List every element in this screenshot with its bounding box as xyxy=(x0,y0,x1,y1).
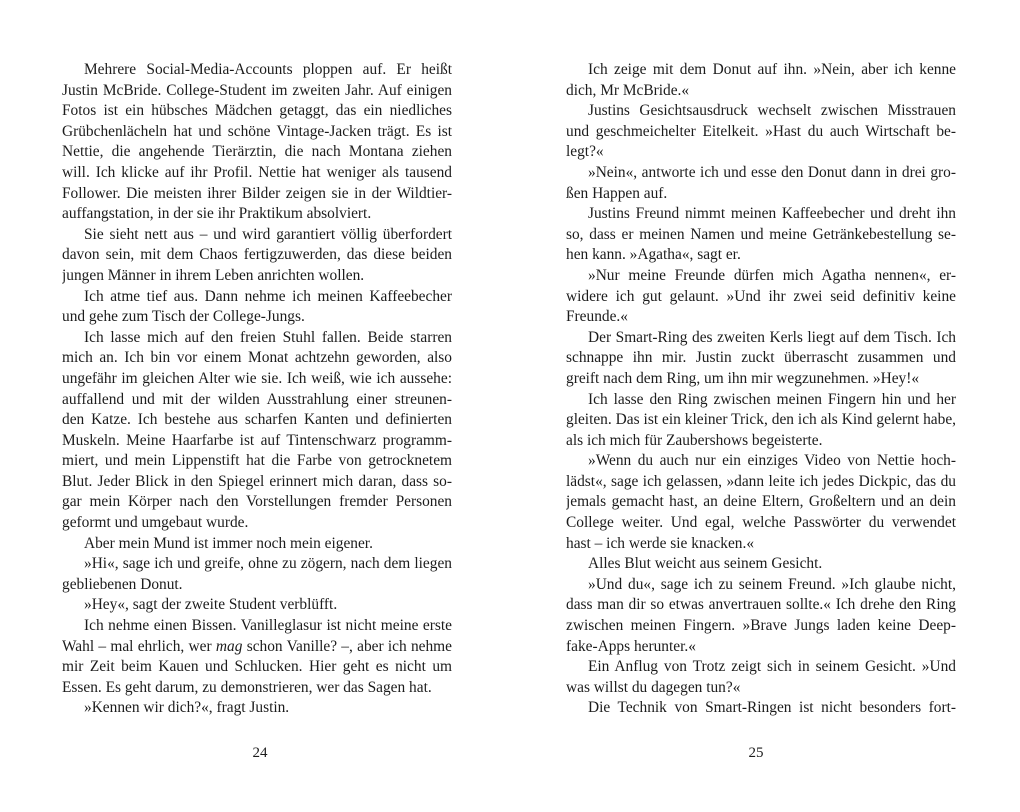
text-line: mich an. Ich bin vor einem Monat achtzehn geworden, also xyxy=(62,349,452,367)
text-line: Ich lasse mich auf den freien Stuhl fallen. Beide starren xyxy=(84,328,452,346)
text-line: geformt und umgebaut wurde. xyxy=(62,514,249,532)
text-line: gleiten. Das ist ein kleiner Trick, den ich als Kind gelernt habe, xyxy=(566,411,956,429)
text-line: dass man dir so etwas anvertrauen sollte.« Ich drehe den Ring xyxy=(566,596,956,614)
text-line: Fotos ist ein hübsches Mädchen getaggt, das ein niedliches xyxy=(62,102,452,120)
text-line: »Kennen wir dich?«, fragt Justin. xyxy=(84,699,290,717)
emphasis: mag xyxy=(215,637,243,655)
text-line: Sie sieht nett aus – und wird garantiert völlig überfordert xyxy=(84,225,452,243)
text-line: Der Smart-Ring des zweiten Kerls liegt auf dem Tisch. Ich xyxy=(588,328,956,346)
text-line: so, dass er meinen Namen und meine Getränkebestellung se- xyxy=(566,225,956,243)
text-line: den Katze. Ich bestehe aus scharfen Kanten und definierten xyxy=(62,411,452,429)
text-line: Justins Gesichtsausdruck wechselt zwischen Misstrauen xyxy=(588,102,956,120)
text-line: Wahl – mal ehrlich, wer mag schon Vanille? –, aber ich nehme xyxy=(62,637,452,655)
text-line: Justin McBride. College-Student im zweiten Jahr. Auf einigen xyxy=(62,81,452,99)
text-line: als ich mich für Zaubershows begeisterte. xyxy=(566,431,823,449)
text-line: »Nur meine Freunde dürfen mich Agatha nennen«, er- xyxy=(588,266,956,284)
text-line: legt?« xyxy=(566,143,604,161)
text-line: widere ich gut gelaunt. »Und ihr zwei seid definitiv keine xyxy=(566,287,956,305)
text-line: Follower. Die meisten ihrer Bilder zeigen sie in der Wildtier- xyxy=(62,184,452,202)
text-line: Freunde.« xyxy=(566,308,628,326)
text-line: Ich atme tief aus. Dann nehme ich meinen Kaffeebecher xyxy=(84,287,452,305)
text-line: ungefähr im gleichen Alter wie sie. Ich weiß, wie ich aussehe: xyxy=(62,369,452,387)
text-line: auffangstation, in der sie ihr Praktikum absolviert. xyxy=(62,205,372,223)
text-line: hen kann. »Agatha«, sagt er. xyxy=(566,246,741,264)
text-line: Mehrere Social-Media-Accounts ploppen auf. Er heißt xyxy=(84,61,452,78)
text-line: hast – ich werde sie knacken.« xyxy=(566,534,755,552)
text-line: »Hey«, sagt der zweite Student verblüfft. xyxy=(84,596,338,614)
text-line: Grübchenlächeln hat und schöne Vintage-Jacken trägt. Es ist xyxy=(62,122,452,140)
text-line: zwischen meinen Fingern. »Brave Jungs laden keine Deep- xyxy=(566,617,956,635)
text-line: Ich lasse den Ring zwischen meinen Fingern hin und her xyxy=(588,390,956,408)
text-line: lädst«, sage ich gelassen, »dann leite ich jedes Dickpic, das du xyxy=(566,472,956,490)
text-line: jemals gemacht hast, an deine Eltern, Großeltern und an dein xyxy=(566,493,956,511)
text-line: »Hi«, sage ich und greife, ohne zu zögern, nach dem liegen xyxy=(84,555,452,573)
text-line: davon sein, mit dem Chaos fertigzuwerden, das diese beiden xyxy=(62,246,452,264)
text-line: Die Technik von Smart-Ringen ist nicht besonders fort- xyxy=(588,699,956,717)
text-line: »Nein«, antworte ich und esse den Donut dann in drei gro- xyxy=(588,163,956,181)
text-line: dich, Mr McBride.« xyxy=(566,81,690,99)
text-line: miert, und mein Lippenstift hat die Farbe von getrocknetem xyxy=(62,452,452,470)
text-line: greift nach dem Ring, um ihn mir wegzunehmen. »Hey!« xyxy=(566,369,920,387)
text-line: Muskeln. Meine Haarfarbe ist auf Tintenschwarz programm- xyxy=(62,431,452,449)
text-line: Ein Anflug von Trotz zeigt sich in seinem Gesicht. »Und xyxy=(588,658,956,676)
text-line: was willst du dagegen tun?« xyxy=(566,678,741,696)
text-line: »Und du«, sage ich zu seinem Freund. »Ich glaube nicht, xyxy=(588,575,956,593)
text-line: College weiter. Und egal, welche Passwörter du verwendet xyxy=(566,514,956,532)
text-line: und gehe zum Tisch der College-Jungs. xyxy=(62,308,305,326)
text-line: gebliebenen Donut. xyxy=(62,575,183,593)
text-line: und geschmeichelter Eitelkeit. »Hast du auch Wirtschaft be- xyxy=(566,122,956,140)
text-line: ßen Happen auf. xyxy=(566,184,668,202)
text-line: gar mein Körper nach den Vorstellungen fremder Personen xyxy=(62,493,452,511)
text-line: Nettie, die angehende Tierärztin, die nach Montana ziehen xyxy=(62,143,452,161)
text-line: Essen. Es geht darum, zu demonstrieren, wer das Sagen hat. xyxy=(62,678,432,696)
text-line: mir Zeit beim Kauen und Schlucken. Hier geht es nicht um xyxy=(62,658,452,676)
text-line: Ich nehme einen Bissen. Vanilleglasur ist nicht meine erste xyxy=(84,617,452,635)
text-line: jungen Männer in ihrem Leben anrichten wollen. xyxy=(62,266,365,284)
page-number-left: 24 xyxy=(252,745,268,761)
text-line: fake-Apps herunter.« xyxy=(566,637,696,655)
text-line: Justins Freund nimmt meinen Kaffeebecher und dreht ihn xyxy=(588,205,956,223)
page-number-right: 25 xyxy=(748,745,764,761)
text-line: schnappe ihn mir. Justin zuckt überrascht zusammen und xyxy=(566,349,956,367)
right-page-text xyxy=(566,60,956,719)
text-line: will. Ich klicke auf ihr Profil. Nettie hat weniger als tausend xyxy=(62,163,452,181)
text-line: Aber mein Mund ist immer noch mein eigener. xyxy=(84,534,373,552)
left-page-text xyxy=(62,60,452,719)
text-line: »Wenn du auch nur ein einziges Video von Nettie hoch- xyxy=(588,452,956,470)
text-line: auffallend und mit der wilden Ausstrahlung einer streunen- xyxy=(62,390,452,408)
text-line: Blut. Jeder Blick in den Spiegel erinnert mich daran, dass so- xyxy=(62,472,452,490)
text-line: Alles Blut weicht aus seinem Gesicht. xyxy=(588,555,823,573)
text-line: Ich zeige mit dem Donut auf ihn. »Nein, aber ich kenne xyxy=(588,61,956,78)
